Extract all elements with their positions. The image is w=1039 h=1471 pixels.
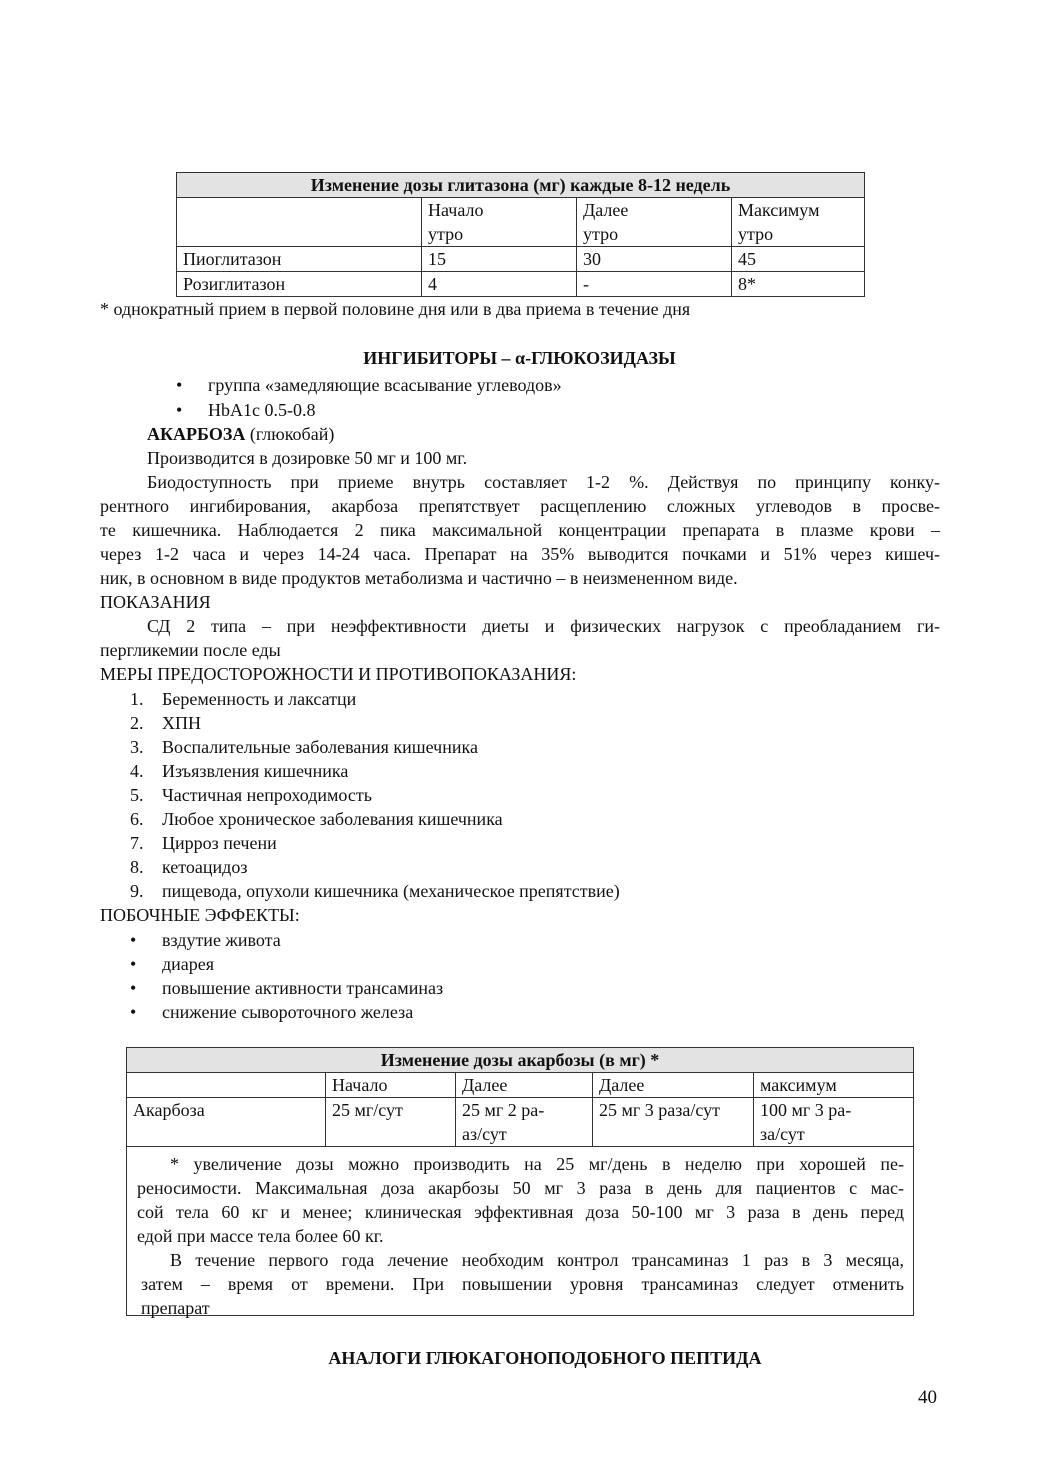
note-line: сой тела 60 кг и менее; клиническая эффективная доза 50-100 мг 3 раза в день перед	[137, 1202, 904, 1222]
table-title: Изменение дозы глитазона (мг) каждые 8-12 недель	[177, 173, 865, 198]
indications-title: ПОКАЗАНИЯ	[100, 592, 211, 612]
drug-heading: АКАРБОЗА (глюкобай)	[147, 424, 335, 444]
list-item: Цирроз печени	[162, 833, 277, 853]
list-number: 9.	[130, 881, 144, 901]
table-cell: 100 мг 3 ра- за/сут	[754, 1098, 914, 1147]
table-cell: 45	[732, 247, 865, 272]
table-title: Изменение дозы акарбозы (в мг) *	[127, 1048, 914, 1073]
table-header-cell: Начало	[326, 1073, 456, 1098]
acarbose-dose-table	[126, 1047, 914, 1316]
paragraph-line: пергликемии после еды	[100, 640, 281, 660]
list-item: Любое хроническое заболевания кишечника	[162, 809, 503, 829]
list-number: 7.	[130, 833, 144, 853]
table-cell: Пиоглитазон	[177, 247, 422, 272]
list-item: Воспалительные заболевания кишечника	[162, 737, 478, 757]
list-number: 2.	[130, 713, 144, 733]
paragraph-line: рентного ингибирования, акарбоза препятствует расщеплению сложных углеводов в просве-	[100, 496, 940, 516]
list-number: 3.	[130, 737, 144, 757]
table-cell: Акарбоза	[127, 1098, 326, 1147]
paragraph-line: Биодоступность при приеме внутрь составляет 1-2 %. Действуя по принципу конку-	[147, 472, 940, 492]
note-line: затем – время от времени. При повышении уровня трансаминаз следует отменить	[141, 1274, 904, 1294]
table-header-cell: Далее	[456, 1073, 593, 1098]
section-title: АНАЛОГИ ГЛЮКАГОНОПОДОБНОГО ПЕПТИДА	[328, 1348, 762, 1368]
note-line: В течение первого года лечение необходим контрол трансаминаз 1 раз в 3 месяца,	[170, 1250, 904, 1270]
paragraph-line: через 1-2 часа и через 14-24 часа. Препарат на 35% выводится почками и 51% через кишеч-	[100, 544, 940, 564]
table-header-cell: Далее утро	[577, 198, 732, 247]
paragraph-line: те кишечника. Наблюдается 2 пика максимальной концентрации препарата в плазме крови –	[100, 520, 940, 540]
list-item: • HbA1c 0.5-0.8	[208, 399, 315, 421]
note-line: препарат	[141, 1298, 210, 1318]
list-item: • диарея	[162, 953, 214, 975]
table-cell: 8*	[732, 272, 865, 297]
list-item: • повышение активности трансаминаз	[162, 977, 443, 999]
list-number: 4.	[130, 761, 144, 781]
table-cell: 15	[422, 247, 577, 272]
list-item: кетоацидоз	[162, 857, 248, 877]
table-cell: 25 мг/сут	[326, 1098, 456, 1147]
table-header-cell: Максимум утро	[732, 198, 865, 247]
note-line: * увеличение дозы можно производить на 25 мг/день в неделю при хорошей пе-	[170, 1154, 904, 1174]
table-header-cell: максимум	[754, 1073, 914, 1098]
table-cell	[127, 1073, 326, 1098]
table-cell: -	[577, 272, 732, 297]
table-note	[127, 1147, 914, 1316]
table-row	[177, 247, 865, 272]
table-header-cell: Начало утро	[422, 198, 577, 247]
table-header-cell: Далее	[593, 1073, 754, 1098]
dose-line: Производится в дозировке 50 мг и 100 мг.	[147, 448, 468, 468]
list-number: 8.	[130, 857, 144, 877]
table-cell: 25 мг 3 раза/сут	[593, 1098, 754, 1147]
list-item: пищевода, опухоли кишечника (механическое препятствие)	[162, 881, 620, 901]
list-number: 6.	[130, 809, 144, 829]
paragraph-line: ник, в основном в виде продуктов метаболизма и частично – в неизмененном виде.	[100, 568, 738, 588]
note-line: реносимости. Максимальная доза акарбозы 50 мг 3 раза в день для пациентов с мас-	[137, 1178, 904, 1198]
list-item: • вздутие живота	[162, 929, 281, 951]
list-item: • группа «замедляющие всасывание углеводов»	[208, 374, 562, 396]
table-cell: 25 мг 2 ра- аз/сут	[456, 1098, 593, 1147]
contraindications-title: МЕРЫ ПРЕДОСТОРОЖНОСТИ И ПРОТИВОПОКАЗАНИЯ:	[100, 664, 577, 684]
section-title: ИНГИБИТОРЫ – α-ГЛЮКОЗИДАЗЫ	[363, 348, 676, 368]
list-number: 5.	[130, 785, 144, 805]
list-item: Частичная непроходимость	[162, 785, 372, 805]
table-row	[177, 272, 865, 297]
list-item: ХПН	[162, 713, 201, 733]
paragraph-line: СД 2 типа – при неэффективности диеты и физических нагрузок с преобладанием ги-	[147, 616, 940, 636]
side-effects-title: ПОБОЧНЫЕ ЭФФЕКТЫ:	[100, 905, 300, 925]
list-item: Беременность и лаксатци	[162, 689, 357, 709]
table-row	[127, 1098, 914, 1147]
list-item: • снижение сывороточного железа	[162, 1001, 413, 1023]
page-number: 40	[918, 1387, 937, 1408]
table-cell	[177, 198, 422, 247]
list-number: 1.	[130, 689, 144, 709]
list-item: Изъязвления кишечника	[162, 761, 349, 781]
table-cell: 4	[422, 272, 577, 297]
note-line: едой при массе тела более 60 кг.	[137, 1226, 384, 1246]
table-footnote: * однократный прием в первой половине дня или в два приема в течение дня	[100, 299, 691, 319]
table-cell: Розиглитазон	[177, 272, 422, 297]
table-cell: 30	[577, 247, 732, 272]
glitazone-dose-table	[176, 172, 865, 297]
